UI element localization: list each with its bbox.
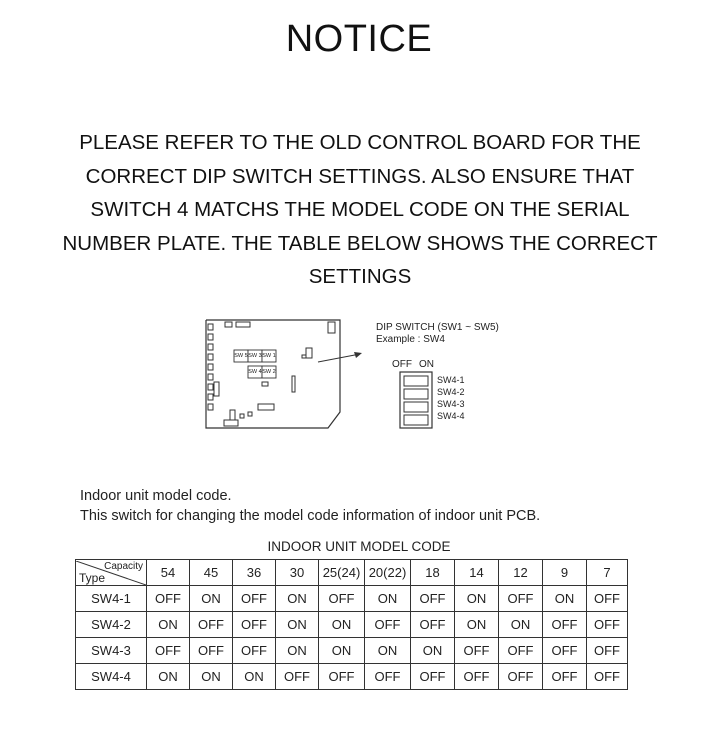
- header-cell: 18: [411, 560, 455, 586]
- value-cell: OFF: [147, 586, 190, 612]
- value-cell: ON: [147, 664, 190, 690]
- value-cell: ON: [411, 638, 455, 664]
- value-cell: OFF: [365, 612, 411, 638]
- dip-switch-title: DIP SWITCH (SW1 ~ SW5): [376, 322, 499, 333]
- header-cell: 54: [147, 560, 190, 586]
- value-cell: OFF: [587, 664, 628, 690]
- notice-text: [60, 126, 660, 294]
- header-cell: 14: [455, 560, 499, 586]
- value-cell: OFF: [543, 638, 587, 664]
- value-cell: OFF: [499, 664, 543, 690]
- header-cell: 20(22): [365, 560, 411, 586]
- corner-cell: [76, 560, 147, 586]
- board-label-sw3: SW 3: [248, 353, 262, 359]
- board-label-sw4: SW 4: [248, 369, 262, 375]
- value-cell: OFF: [411, 586, 455, 612]
- dip-switch-figure: [200, 312, 540, 442]
- value-cell: OFF: [499, 638, 543, 664]
- value-cell: OFF: [455, 638, 499, 664]
- notice-line: PLEASE REFER TO THE OLD CONTROL BOARD FOR THE: [79, 131, 641, 154]
- notice-line: SWITCH 4 MATCHS THE MODEL CODE ON THE SERIAL: [90, 198, 630, 221]
- value-cell: OFF: [233, 612, 276, 638]
- table-caption: INDOOR UNIT MODEL CODE: [267, 539, 451, 554]
- value-cell: OFF: [455, 664, 499, 690]
- value-cell: ON: [365, 638, 411, 664]
- value-cell: ON: [190, 586, 233, 612]
- value-cell: ON: [190, 664, 233, 690]
- type-label: Type: [79, 570, 106, 585]
- value-cell: OFF: [319, 664, 365, 690]
- value-cell: OFF: [365, 664, 411, 690]
- table-row: [76, 664, 628, 690]
- off-label: OFF: [392, 359, 412, 370]
- board-label-sw1: SW 1: [262, 353, 276, 359]
- page-title: NOTICE: [285, 18, 433, 60]
- value-cell: OFF: [587, 638, 628, 664]
- dip-switch-example: Example : SW4: [376, 334, 445, 345]
- on-label: ON: [419, 359, 434, 370]
- value-cell: ON: [455, 612, 499, 638]
- type-cell: SW4-1: [76, 586, 147, 612]
- value-cell: ON: [543, 586, 587, 612]
- header-cell: 7: [587, 560, 628, 586]
- type-cell: SW4-3: [76, 638, 147, 664]
- description-line: This switch for changing the model code information of indoor unit PCB.: [80, 508, 541, 524]
- value-cell: OFF: [543, 612, 587, 638]
- value-cell: ON: [499, 612, 543, 638]
- value-cell: ON: [233, 664, 276, 690]
- value-cell: ON: [455, 586, 499, 612]
- table-header-row: [76, 560, 628, 586]
- capacity-label: Capacity: [104, 560, 143, 572]
- switch-label: SW4-4: [437, 411, 465, 421]
- value-cell: ON: [276, 612, 319, 638]
- value-cell: ON: [319, 638, 365, 664]
- type-cell: SW4-4: [76, 664, 147, 690]
- header-cell: 30: [276, 560, 319, 586]
- value-cell: ON: [276, 586, 319, 612]
- header-cell: 36: [233, 560, 276, 586]
- notice-line: NUMBER PLATE. THE TABLE BELOW SHOWS THE CORRECT: [62, 231, 658, 255]
- value-cell: ON: [365, 586, 411, 612]
- value-cell: OFF: [587, 586, 628, 612]
- value-cell: OFF: [190, 638, 233, 664]
- value-cell: OFF: [587, 612, 628, 638]
- value-cell: ON: [276, 638, 319, 664]
- switch-label: SW4-3: [437, 399, 465, 409]
- header-cell: 12: [499, 560, 543, 586]
- board-label-sw5: SW 5: [234, 353, 248, 359]
- switch-label: SW4-2: [437, 387, 465, 397]
- model-code-description: [80, 486, 540, 526]
- header-cell: 25(24): [319, 560, 365, 586]
- value-cell: OFF: [190, 612, 233, 638]
- table-row: [76, 586, 628, 612]
- header-cell: 9: [543, 560, 587, 586]
- value-cell: OFF: [276, 664, 319, 690]
- value-cell: ON: [319, 612, 365, 638]
- type-cell: SW4-2: [76, 612, 147, 638]
- switch-label: SW4-1: [437, 375, 465, 385]
- value-cell: ON: [147, 612, 190, 638]
- notice-line: SETTINGS: [308, 265, 412, 288]
- value-cell: OFF: [233, 638, 276, 664]
- value-cell: OFF: [319, 586, 365, 612]
- value-cell: OFF: [411, 612, 455, 638]
- description-line: Indoor unit model code.: [80, 488, 232, 504]
- value-cell: OFF: [411, 664, 455, 690]
- value-cell: OFF: [499, 586, 543, 612]
- table-row: [76, 638, 628, 664]
- value-cell: OFF: [147, 638, 190, 664]
- header-cell: 45: [190, 560, 233, 586]
- table-row: [76, 612, 628, 638]
- model-code-table: [75, 559, 628, 690]
- board-label-sw2: SW 2: [262, 369, 276, 375]
- notice-line: CORRECT DIP SWITCH SETTINGS. ALSO ENSURE THAT: [85, 164, 635, 188]
- value-cell: OFF: [543, 664, 587, 690]
- value-cell: OFF: [233, 586, 276, 612]
